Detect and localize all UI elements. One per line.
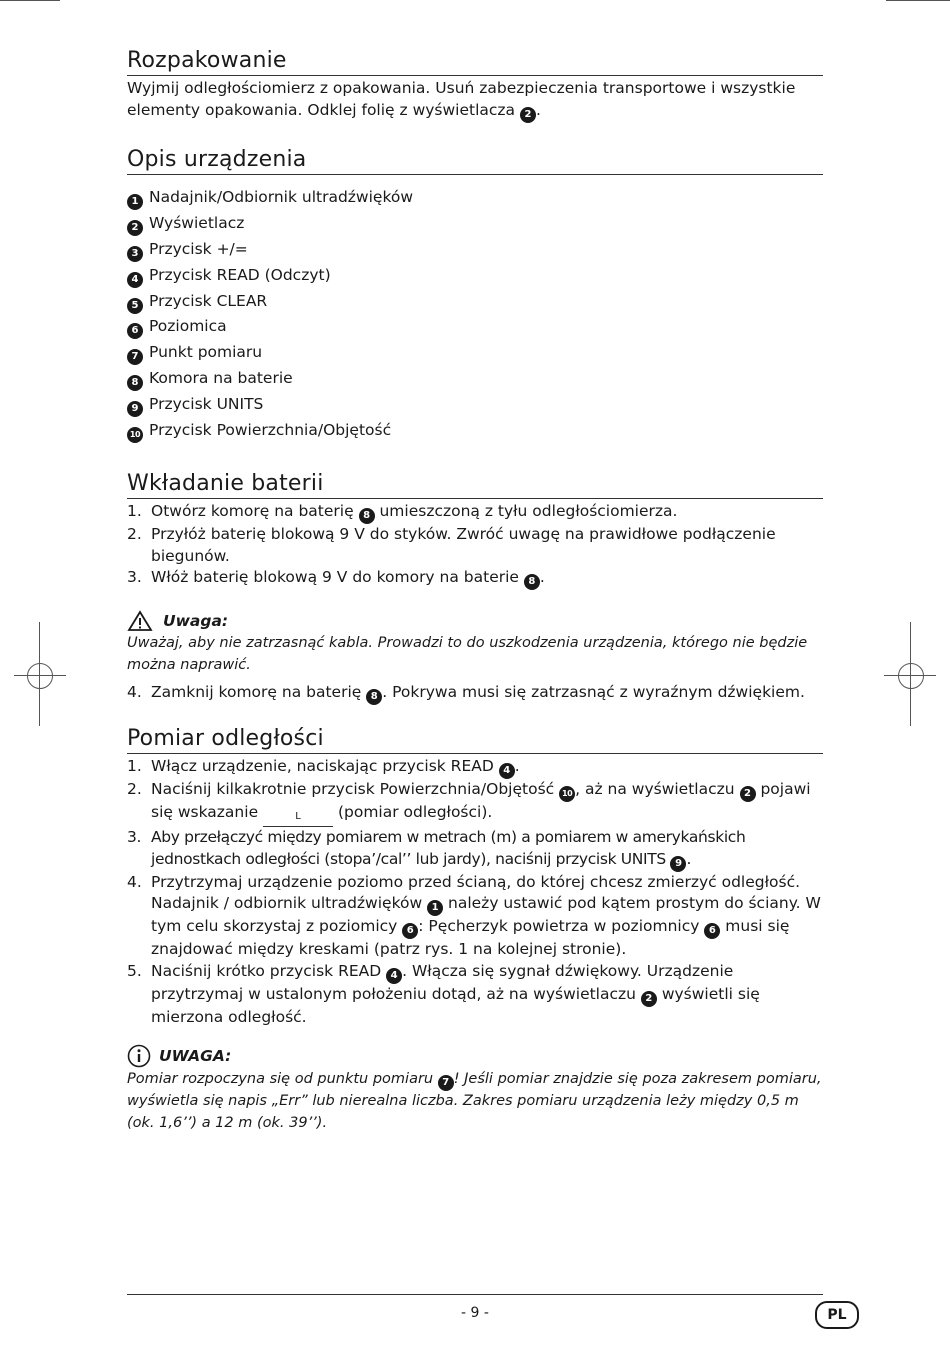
step-number: 5.	[127, 961, 142, 980]
part-number-badge: 8	[127, 375, 143, 391]
section-unpacking	[127, 48, 823, 123]
part-number-badge: 1	[127, 194, 143, 210]
part-number-badge: 7	[127, 349, 143, 365]
step-number: 3.	[127, 828, 142, 846]
crop-mark-top-right	[886, 0, 950, 1]
part-number-badge: 2	[127, 220, 143, 236]
section-title-measure: Pomiar odległości	[127, 726, 823, 754]
step-text: . Pokrywa musi się zatrzasnąć z wyraźnym dźwiękiem.	[382, 683, 805, 701]
step-text: .	[686, 849, 692, 868]
page-number: - 9 -	[461, 1305, 489, 1321]
part-number-badge: 3	[127, 246, 143, 262]
list-item	[127, 263, 823, 289]
ref-badge: 4	[499, 763, 515, 779]
section-title-description: Opis urządzenia	[127, 147, 823, 175]
language-badge: PL	[815, 1301, 859, 1329]
ref-badge: 4	[386, 968, 402, 984]
warning-heading	[127, 610, 823, 632]
step-text: należy ustawić pod kątem prostym do ściany. W tym celu skorzystaj z poziomicy	[151, 894, 821, 935]
step-number: 3.	[127, 568, 142, 586]
list-item	[127, 340, 823, 366]
part-number-badge: 6	[127, 323, 143, 339]
step-text: Przyłóż baterię blokową 9 V do styków. Zwróć uwagę na prawidłowe podłączenie biegunów.	[151, 525, 776, 565]
section-title-unpacking: Rozpakowanie	[127, 48, 823, 76]
list-item	[127, 827, 823, 872]
step-text: wyświetli się mierzona odległość.	[151, 984, 760, 1026]
unpacking-text	[127, 78, 823, 123]
section-title-battery: Wkładanie baterii	[127, 471, 823, 499]
ref-badge: 1	[427, 900, 443, 916]
step-text: Włącz urządzenie, naciskając przycisk READ	[151, 757, 499, 775]
step-text: Naciśnij kilkakrotnie przycisk Powierzchnia/Objętość	[151, 780, 560, 798]
list-item	[127, 524, 823, 567]
step-number: 4.	[127, 683, 142, 701]
step-text: Otwórz komorę na baterię	[151, 502, 359, 520]
step-text: . Włącza się sygnał dźwiękowy. Urządzenie przytrzymaj w ustalonym położeniu dotąd, aż na wyświetlaczu	[151, 961, 734, 1003]
step-text: : Pęcherzyk powietrza w poziomnicy	[418, 917, 705, 935]
ref-badge: 2	[740, 786, 756, 802]
battery-steps	[127, 501, 823, 590]
warning-text: Uważaj, aby nie zatrzasnąć kabla. Prowadzi to do uszkodzenia urządzenia, którego nie będzie można naprawić.	[127, 635, 808, 673]
part-number-badge: 4	[127, 272, 143, 288]
registration-mark-right	[898, 663, 924, 689]
list-item	[127, 567, 823, 590]
part-label: Punkt pomiaru	[149, 343, 263, 362]
step-text: .	[539, 568, 545, 586]
list-item	[127, 872, 823, 961]
step-text: Zamknij komorę na baterię	[151, 683, 367, 701]
warning-triangle-icon	[127, 610, 153, 632]
list-item	[127, 289, 823, 315]
step-text: pojawi się wskazanie	[151, 780, 811, 821]
list-item	[127, 501, 823, 524]
step-number: 1.	[127, 502, 142, 520]
distance-mode-symbol: L	[263, 812, 333, 827]
section-description	[127, 147, 823, 444]
part-number-badge: 10	[127, 427, 143, 443]
step-text: Przytrzymaj urządzenie poziomo przed ścianą, do której chcesz zmierzyć odległość. Nadajnik / odbiornik ultradźwięków	[151, 872, 801, 912]
ref-badge: 8	[524, 574, 540, 590]
ref-badge: 2	[520, 107, 536, 123]
part-label: Przycisk UNITS	[149, 395, 264, 414]
info-text	[127, 1069, 823, 1134]
part-number-badge: 5	[127, 298, 143, 314]
parts-list	[127, 185, 823, 444]
list-item	[127, 211, 823, 237]
unpacking-text-a: Wyjmij odległościomierz z opakowania. Usuń zabezpieczenia transportowe i wszystkie elementy opakowania. Odklej folię z wyświetlacza	[127, 79, 796, 119]
step-number: 2.	[127, 525, 142, 543]
info-text-a: Pomiar rozpoczyna się od punktu pomiaru	[127, 1071, 438, 1087]
step-number: 2.	[127, 780, 142, 798]
list-item	[127, 682, 823, 705]
warning-box	[127, 610, 823, 676]
info-heading	[127, 1044, 823, 1068]
step-text: , aż na wyświetlaczu	[575, 780, 740, 798]
info-title: UWAGA:	[159, 1047, 232, 1065]
list-item	[127, 237, 823, 263]
step-number: 4.	[127, 872, 142, 891]
part-label: Wyświetlacz	[149, 213, 245, 232]
list-item	[127, 418, 823, 444]
registration-mark-left	[27, 663, 53, 689]
part-label: Komora na baterie	[149, 369, 293, 388]
step-text: .	[514, 757, 520, 775]
ref-badge: 7	[438, 1075, 454, 1091]
section-measure	[127, 726, 823, 1134]
step-text: umieszczoną z tyłu odległościomierza.	[374, 502, 678, 520]
ref-badge: 6	[704, 923, 720, 939]
info-text-b: ! Jeśli pomiar znajdzie się poza zakresem pomiaru, wyświetla się napis „Err” lub nierealna liczba. Zakres pomiaru urządzenia leży między 0,5 m (ok. 1,6’’) a 12 m (ok. 39’’).	[127, 1071, 822, 1131]
info-box	[127, 1044, 823, 1134]
measure-steps	[127, 756, 823, 1028]
part-label: Nadajnik/Odbiornik ultradźwięków	[149, 188, 414, 206]
step-text: (pomiar odległości).	[333, 803, 493, 821]
step-text: Naciśnij krótko przycisk READ	[151, 961, 387, 980]
step-text: Aby przełączyć między pomiarem w metrach (m) a pomiarem w amerykańskich jednostkach odległości (stopa’/cal’’ lub jardy), naciśnij przycisk UNITS	[151, 828, 746, 868]
part-label: Przycisk Powierzchnia/Objętość	[149, 421, 392, 440]
ref-badge: 6	[402, 923, 418, 939]
part-label: Przycisk +/=	[149, 239, 248, 258]
warning-title: Uwaga:	[163, 612, 229, 630]
crop-mark-top-left	[0, 0, 60, 1]
list-item	[127, 314, 823, 340]
part-number-badge: 9	[127, 401, 143, 417]
info-icon	[127, 1044, 151, 1068]
part-label: Przycisk CLEAR	[149, 291, 268, 310]
list-item	[127, 961, 823, 1029]
ref-badge: 9	[670, 856, 686, 872]
step-text: Włóż baterię blokową 9 V do komory na baterie	[151, 568, 524, 586]
section-battery	[127, 471, 823, 705]
step-number: 1.	[127, 757, 142, 775]
list-item	[127, 366, 823, 392]
footer-divider	[127, 1294, 823, 1295]
list-item	[127, 756, 823, 779]
battery-steps-continued	[127, 682, 823, 705]
ref-badge: 8	[359, 508, 375, 524]
list-item	[127, 185, 823, 211]
ref-badge: 2	[641, 991, 657, 1007]
step-text: musi się znajdować między kreskami (patrz rys. 1 na kolejnej stronie).	[151, 917, 790, 958]
list-item	[127, 779, 823, 827]
list-item	[127, 392, 823, 418]
part-label: Przycisk READ (Odczyt)	[149, 265, 331, 284]
unpacking-text-b: .	[535, 100, 541, 119]
part-label: Poziomica	[149, 317, 227, 336]
ref-badge: 10	[559, 786, 575, 802]
ref-badge: 8	[366, 689, 382, 705]
